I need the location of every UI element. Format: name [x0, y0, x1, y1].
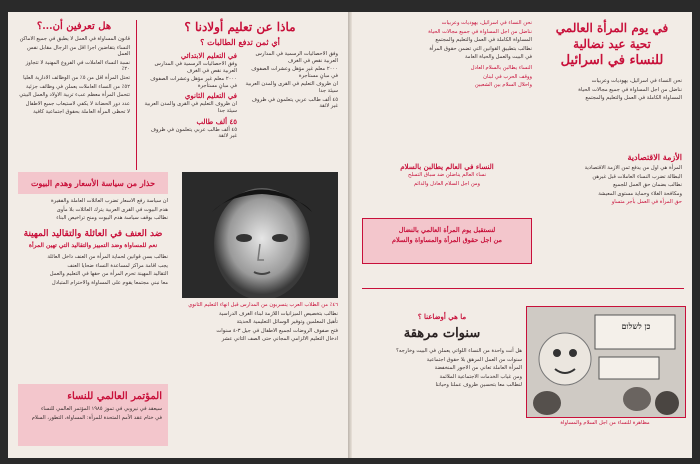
paragraph: ومن غياب الخدمات الاجتماعية الملائمة [439, 373, 522, 380]
headline-block [540, 20, 684, 69]
paragraph: حق المرأة في العمل بأجر متساو [611, 199, 682, 206]
column-divider [136, 20, 137, 170]
section-divider [362, 288, 684, 289]
paragraph: سيعقد في نيروبي في تموز ١٩٨٥ المؤتمر العالمي للنساء [40, 406, 162, 412]
did-you-know-title: هل تعرفين أن...؟ [36, 21, 112, 32]
photo-caption-body [182, 302, 338, 345]
paragraph: ومكافحة الغلاء وحماية مستوى المعيشة [598, 190, 682, 197]
paragraph: نطالب بتطبيق القوانين التي تضمن حقوق المرأة [429, 45, 532, 52]
headline-body [542, 78, 682, 104]
paragraph: المساواة الكاملة في العمل والتعليم والمجتمع [435, 37, 532, 44]
paragraph: التقاليد المهينة تحرم المرأة من حقها في التعليم والعمل [49, 271, 168, 278]
paragraph: ان سياسة رفع الاسعار تضرب العائلات العاملة والفقيرة [50, 198, 168, 204]
callout-line: من اجل حقوق المرأة والمساواة والسلام [392, 236, 502, 244]
list-item: قانون المساواة في العمل لا يطبق في جميع الاماكن [19, 36, 130, 42]
left-page [8, 12, 348, 458]
list-item: ٥٢٪ من النساء العاملات يعملن في وظائف جزئية [25, 83, 130, 90]
paragraph: ومن اجل السلام العادل والدائم [413, 180, 481, 187]
headline-line: في يوم المرأة العالمي [555, 21, 669, 35]
prices-housing-banner: حذار من سياسة الأسعار وهدم البيوت [18, 172, 168, 194]
education-paragraph: ٤٥ ألف طالب عربي يتعلمون في ظروف غير لائقة [251, 96, 338, 110]
womens-day-callout [362, 218, 532, 264]
paragraph: لنطالب معا بتحسين ظروف عملنا وحياتنا [435, 382, 522, 389]
paragraph: في ختام عقد الأمم المتحدة للمرأة: المساواة، التطور، السلام [31, 414, 162, 421]
prices-housing-body [18, 198, 168, 224]
paragraph: يجب اقامة مراكز لمساعدة النساء ضحايا العنف [67, 262, 168, 269]
education-title: ماذا عن تعليم أولادنا ؟ [184, 20, 296, 34]
peace-red-paragraph: النساء يطالبن بالسلام العادل [470, 64, 532, 71]
paragraph: هل أنت واحدة من النساء اللواتي يعملن في البيت وخارجه؟ [396, 348, 522, 354]
paragraph: معا نبني مجتمعا يقوم على المساواة والاحترام المتبادل [51, 279, 168, 286]
paragraph: المساواة الكاملة في العمل والتعليم والمجتمع [585, 95, 682, 102]
paragraph: نساء العالم يناضلن ضد سباق التسلح [407, 172, 487, 178]
callout-line: لنستقبل يوم المرأة العالمي بالنضال [398, 226, 496, 234]
did-you-know-list [18, 36, 130, 116]
right-page [352, 12, 692, 458]
photo-caption: ٤٦٪ من الطلاب العرب يتسربون من المدارس قبل انهاء التعليم الثانوي [188, 302, 338, 308]
economy-title: الأزمة الاقتصادية [627, 152, 682, 162]
paragraph: نحن النساء في اسرائيل، يهوديات وعربيات [441, 20, 532, 26]
our-conditions-title: سنوات مرهقة [403, 326, 481, 341]
list-item: لا تحظى المرأة العاملة بحقوق اجتماعية كافية [33, 109, 130, 116]
education-paragraph: ٢٠٠٠ معلم غير مؤهل وعشرات الصفوف في مبانٍ مستأجرة [150, 76, 237, 89]
paragraph: سنوات من العمل المرهق بلا حقوق اجتماعية [426, 356, 522, 363]
education-subtitle: أي ثمن تدفع الطالبات ؟ [200, 37, 280, 47]
education-paragraph: وفق الاحصائيات الرسمية في المدارس العربية نقص في الغرف [255, 51, 338, 64]
paragraph: نطالب بسن قوانين لحماية المرأة من العنف داخل العائلة [47, 254, 168, 260]
list-item: تحتل المرأة اقل من ٥٪ من الوظائف الادارية العليا [23, 74, 130, 81]
education-paragraph: ان ظروف التعليم في القرى والمدن العربية سيئة جدا [245, 81, 338, 94]
violence-subtitle: نعم للمساواة وضد التمييز والتقاليد التي تهين المرأة [28, 242, 158, 249]
paragraph: ادخال التعليم الالزامي المجاني حتى الصف الثاني عشر [221, 336, 338, 343]
education-students-heading: ٤٥ ألف طالب [196, 116, 237, 126]
list-item: عدد دور الحضانة لا يكفي لاستيعاب جميع الاطفال [25, 100, 130, 107]
world-peace-section [362, 162, 532, 189]
violence-title: ضد العنف في العائلة والتقاليد المهينة [23, 229, 163, 239]
list-item: النساء يتقاضين اجرا اقل من الرجال مقابل نفس العمل [27, 44, 130, 58]
paragraph: المرأة العاملة تعاني من الاجور المنخفضة [434, 365, 522, 372]
paragraph: نطالب بتخصيص الميزانيات اللازمة لبناء الغرف الدراسية [218, 310, 338, 317]
education-right-col [142, 51, 237, 142]
education-paragraph: ان ظروف التعليم في القرى والمدن العربية سيئة جدا [144, 101, 237, 114]
protest-sign-text: כן לשלום [621, 321, 651, 331]
paragraph: المرأة هي اول من يدفع ثمن الازمة الاقتصادية [584, 165, 682, 171]
paragraph: تأهيل المعلمين وتوفير الوسائل التعليمية الحديثة [236, 319, 338, 326]
conference-box [18, 384, 168, 446]
headline-line: تحية عيد نضالية [573, 37, 651, 51]
intro-section [362, 20, 532, 91]
did-you-know-section [18, 20, 130, 118]
peace-red-paragraph: ووقف الحرب في لبنان [483, 73, 532, 80]
demonstration-caption: مظاهرة للنساء من اجل السلام والمساواة [560, 420, 650, 426]
education-secondary-heading: في التعليم الثانوي [184, 91, 237, 101]
paragraph: في البيت والعمل والحياة العامة [464, 54, 532, 61]
conference-title: المؤتمر العالمي للنساء [67, 391, 162, 402]
economy-section [542, 152, 682, 208]
headline-line: للنساء في اسرائيل [560, 53, 664, 68]
our-conditions-question: ما هي أوضاعنا ؟ [417, 312, 467, 321]
list-item: نسبة النساء العاملات في الفروع المهنية لا تتجاوز ٢٠٪ [25, 59, 130, 73]
education-paragraph: وفق الاحصائيات الرسمية في المدارس العربية نقص في الغرف [154, 61, 237, 74]
education-primary-heading: في التعليم الابتدائي [180, 51, 237, 60]
education-left-col [243, 51, 338, 142]
demonstration-photo [526, 306, 686, 418]
paragraph: هدم البيوت في القرى العربية يترك العائلات بلا مأوى [56, 206, 168, 213]
peace-red-paragraph: واحلال السلام بين الشعبين [474, 82, 532, 89]
world-peace-title: النساء في العالم يطالبن بالسلام [400, 162, 494, 171]
paragraph: نناضل من اجل المساواة في جميع مجالات الحياة [428, 28, 532, 35]
our-conditions-section [362, 312, 522, 391]
violence-section [18, 228, 168, 288]
paragraph: فتح صفوف الروضات لجميع الاطفال في جيل ٣-٤ سنوات [216, 327, 338, 334]
education-paragraph: ٢٠٠٠ معلم غير مؤهل وعشرات الصفوف في مبانٍ مستأجرة [251, 66, 338, 79]
paragraph: نطالب بضمان حق العمل للجميع [613, 182, 682, 189]
child-portrait-image [182, 172, 338, 298]
paragraph: نحن النساء في اسرائيل، يهوديات وعربيات [591, 78, 682, 84]
education-paragraph: ٤٥ ألف طالب عربي يتعلمون في ظروف غير لائقة [150, 126, 237, 140]
list-item: تتحمل المرأة معظم عبء تربية الاولاد والعمل البيتي [19, 92, 130, 99]
education-section [142, 20, 338, 142]
paragraph: نطالب بوقف سياسة هدم البيوت ومنح تراخيص البناء [56, 215, 168, 222]
paragraph: نناضل من اجل المساواة في جميع مجالات الحياة [578, 86, 682, 93]
child-photo [182, 172, 338, 298]
paragraph: البطالة تضرب النساء العاملات قبل غيرهن [592, 173, 682, 180]
